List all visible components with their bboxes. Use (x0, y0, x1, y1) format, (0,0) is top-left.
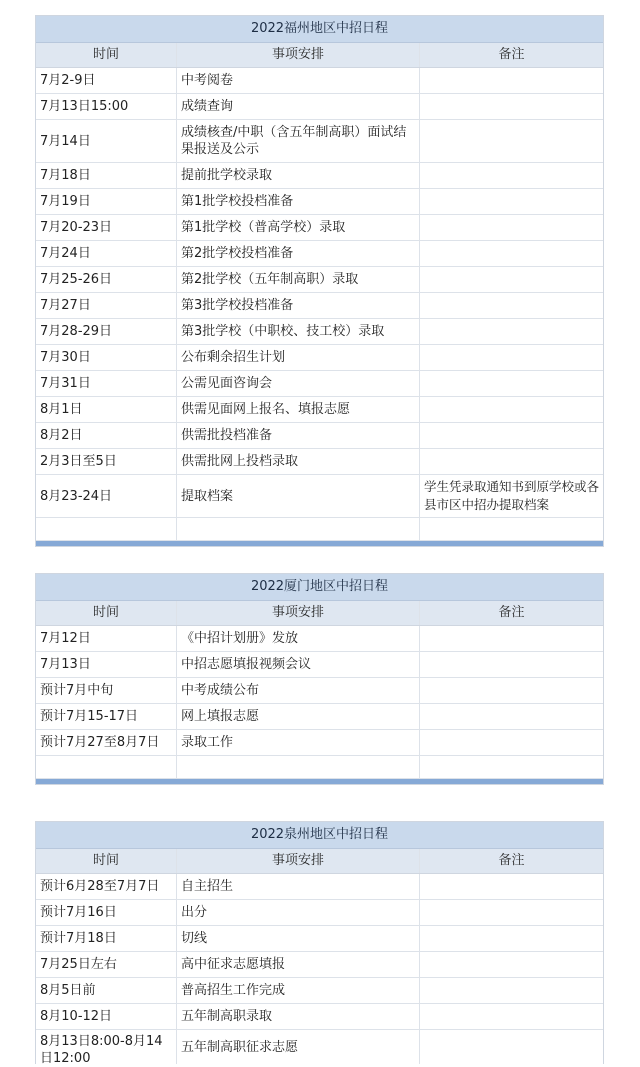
cell-item: 供需批投档准备 (177, 423, 420, 448)
table-row (36, 215, 603, 241)
cell-time: 7月14日 (36, 120, 177, 162)
table-row (36, 730, 603, 756)
cell-item: 第3批学校投档准备 (177, 293, 420, 318)
cell-item: 提前批学校录取 (177, 163, 420, 188)
cell-item: 第3批学校（中职校、技工校）录取 (177, 319, 420, 344)
cell-time: 预计7月16日 (36, 900, 177, 925)
cell-time: 7月13日 (36, 652, 177, 677)
cell-time: 7月13日15:00 (36, 94, 177, 119)
header-time: 时间 (36, 43, 177, 67)
table-header (36, 849, 603, 874)
table-row (36, 267, 603, 293)
cell-item: 中招志愿填报视频会议 (177, 652, 420, 677)
table-row (36, 120, 603, 163)
cell-item: 中考成绩公布 (177, 678, 420, 703)
cell-time: 7月2-9日 (36, 68, 177, 93)
cell-note (420, 626, 603, 651)
cell-item: 第1批学校投档准备 (177, 189, 420, 214)
cell-time: 7月25日左右 (36, 952, 177, 977)
table-title: 2022福州地区中招日程 (36, 16, 603, 43)
cell-note (420, 874, 603, 899)
table-row (36, 678, 603, 704)
table-row (36, 475, 603, 518)
cell-time: 8月13日8:00-8月14日12:00 (36, 1030, 177, 1064)
table-row (36, 319, 603, 345)
cell-note (420, 730, 603, 755)
table-row (36, 626, 603, 652)
cell-note (420, 678, 603, 703)
table-row (36, 345, 603, 371)
table-row (36, 94, 603, 120)
table-row (36, 293, 603, 319)
empty-row (36, 518, 603, 541)
cell-note (420, 652, 603, 677)
cell-item: 供需批网上投档录取 (177, 449, 420, 474)
cell-note (420, 704, 603, 729)
cell-time: 7月28-29日 (36, 319, 177, 344)
cell-time: 8月1日 (36, 397, 177, 422)
cell-time: 7月18日 (36, 163, 177, 188)
table-row (36, 978, 603, 1004)
table-row (36, 652, 603, 678)
table-title: 2022厦门地区中招日程 (36, 574, 603, 601)
table-header (36, 43, 603, 68)
cell-item: 成绩查询 (177, 94, 420, 119)
table-row (36, 423, 603, 449)
header-note: 备注 (498, 605, 525, 620)
cell-time: 7月30日 (36, 345, 177, 370)
cell-time: 7月27日 (36, 293, 177, 318)
cell-item: 公需见面咨询会 (177, 371, 420, 396)
cell-time: 8月5日前 (36, 978, 177, 1003)
header-item: 事项安排 (177, 601, 420, 625)
table-row (36, 1030, 603, 1064)
table-row (36, 449, 603, 475)
cell-note (420, 293, 603, 318)
cell-item: 《中招计划册》发放 (177, 626, 420, 651)
cell-item: 出分 (177, 900, 420, 925)
table-row (36, 900, 603, 926)
cell-item: 第2批学校投档准备 (177, 241, 420, 266)
cell-time: 7月20-23日 (36, 215, 177, 240)
empty-row (36, 756, 603, 779)
header-item: 事项安排 (177, 849, 420, 873)
cell-time: 8月10-12日 (36, 1004, 177, 1029)
table-bottom-bar (36, 541, 603, 546)
cell-note (420, 978, 603, 1003)
header-time: 时间 (36, 601, 177, 625)
header-time: 时间 (36, 849, 177, 873)
table-row (36, 68, 603, 94)
cell-item: 网上填报志愿 (177, 704, 420, 729)
cell-note (420, 189, 603, 214)
cell-time: 2月3日至5日 (36, 449, 177, 474)
cell-note (420, 163, 603, 188)
cell-note: 学生凭录取通知书到原学校或各县市区中招办提取档案 (424, 479, 600, 512)
cell-item: 录取工作 (177, 730, 420, 755)
schedule-table-quanzhou (35, 821, 604, 1064)
table-row (36, 189, 603, 215)
cell-time: 8月2日 (36, 423, 177, 448)
header-note: 备注 (498, 853, 525, 868)
table-row (36, 1004, 603, 1030)
cell-item: 五年制高职录取 (177, 1004, 420, 1029)
cell-note (420, 68, 603, 93)
cell-time: 预计7月15-17日 (36, 704, 177, 729)
table-row (36, 397, 603, 423)
table-title: 2022泉州地区中招日程 (36, 822, 603, 849)
cell-note (420, 397, 603, 422)
cell-time: 7月31日 (36, 371, 177, 396)
cell-time: 7月19日 (36, 189, 177, 214)
cell-note (420, 215, 603, 240)
cell-time: 7月25-26日 (36, 267, 177, 292)
table-row (36, 163, 603, 189)
schedule-table-fuzhou (35, 15, 604, 547)
cell-time: 预计6月28至7月7日 (36, 874, 177, 899)
cell-note (420, 120, 603, 162)
cell-item: 提取档案 (177, 475, 420, 517)
cell-note (420, 1004, 603, 1029)
cell-note (420, 241, 603, 266)
table-row (36, 241, 603, 267)
cell-item: 自主招生 (177, 874, 420, 899)
cell-item: 高中征求志愿填报 (177, 952, 420, 977)
cell-note (420, 900, 603, 925)
cell-note (420, 449, 603, 474)
cell-time: 7月24日 (36, 241, 177, 266)
cell-note (420, 345, 603, 370)
table-header (36, 601, 603, 626)
cell-time: 预计7月27至8月7日 (36, 730, 177, 755)
cell-item: 供需见面网上报名、填报志愿 (177, 397, 420, 422)
cell-note (420, 423, 603, 448)
cell-time: 8月23-24日 (36, 475, 177, 517)
cell-note (420, 267, 603, 292)
table-row (36, 704, 603, 730)
table-row (36, 952, 603, 978)
cell-note (420, 319, 603, 344)
cell-note (420, 371, 603, 396)
table-row (36, 874, 603, 900)
header-item: 事项安排 (177, 43, 420, 67)
cell-item: 普高招生工作完成 (177, 978, 420, 1003)
cell-time: 预计7月中旬 (36, 678, 177, 703)
cell-item: 公布剩余招生计划 (177, 345, 420, 370)
cell-note (420, 94, 603, 119)
table-row (36, 371, 603, 397)
cell-item: 中考阅卷 (177, 68, 420, 93)
header-note: 备注 (498, 47, 525, 62)
cell-item: 第2批学校（五年制高职）录取 (177, 267, 420, 292)
cell-item: 切线 (177, 926, 420, 951)
cell-item: 五年制高职征求志愿 (177, 1030, 420, 1064)
cell-note (420, 926, 603, 951)
schedule-table-xiamen (35, 573, 604, 785)
cell-item: 第1批学校（普高学校）录取 (177, 215, 420, 240)
cell-item: 成绩核查/中职（含五年制高职）面试结果报送及公示 (177, 120, 420, 162)
cell-time: 预计7月18日 (36, 926, 177, 951)
cell-note (420, 1030, 603, 1064)
table-row (36, 926, 603, 952)
cell-time: 7月12日 (36, 626, 177, 651)
cell-note (420, 952, 603, 977)
table-bottom-bar (36, 779, 603, 784)
